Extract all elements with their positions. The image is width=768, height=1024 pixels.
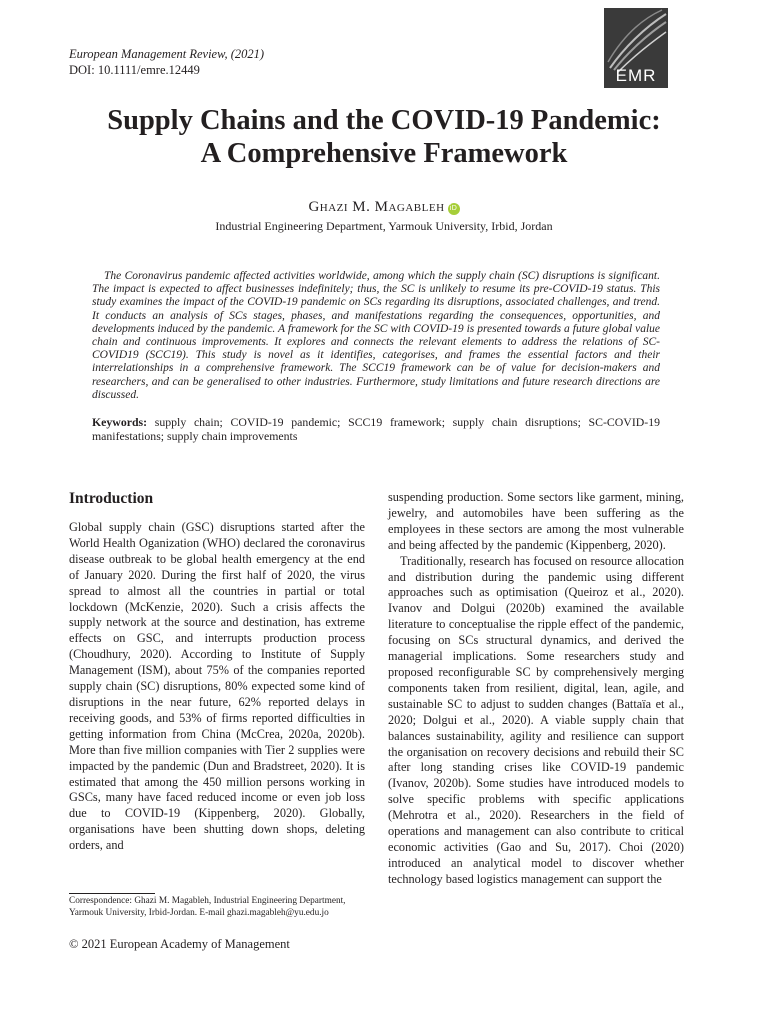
- abstract: The Coronavirus pandemic affected activities worldwide, among which the supply chain (SC) disruptions is significant. The impact is expected to affect businesses indefinitely; thus, the SC is unlikely to resume its pre-COVID-19 status. This study examines the impact of the COVID-19 pandemic on SCs regarding its disruptions, associated challenges, and trend. It conducts an analysis of SCs stages, phases, and manifestations regarding the consequences, opportunities, and developments induced by the pandemic. A framework for the SC with COVID-19 is presented towards a future global value chain and continuous improvements. It explores and connects the relevant elements to address the relations of SC-COVID19 (SCC19). This study is novel as it identifies, categorises, and frames the essential factors and their interrelationships in a comprehensive framework. The SCC19 framework can be of value for decision-makers and researchers, and can be generalised to other industries. Furthermore, study limitations and future research directions are discussed.: [92, 270, 660, 401]
- intro-paragraph-1: Global supply chain (GSC) disruptions started after the World Health Oganization (WHO) declared the coronavirus disease outbreak to be global health emergency at the end of January 2020. During the first half of 2020, the virus spread to almost all the countries in partial or total lockdown (McKenzie, 2020). Such a crisis affects the supply network at the source and destination, has extreme effects on GSC, and interrupts production process (Choudhury, 2020). According to Institute of Supply Management (ISM), about 75% of the companies reported supply chain (SC) disruptions, 80% expected some kind of disruptions in the near future, 62% reported delays in receiving goods, and 53% of firms reported difficulties in getting information from China (McCrea, 2020a, 2020b). More than five million companies with Tier 2 supplies were impacted by the pandemic (Dun and Bradstreet, 2020). It is estimated that among the 450 million persons working in GSCs, many have faced reduced income or even job loss due to COVID-19 (Kippenberg, 2020). Globally, organisations have been shutting down shops, deleting orders, and: [69, 520, 365, 853]
- keywords-text: supply chain; COVID-19 pandemic; SCC19 framework; supply chain disruptions; SC-COVID-19 manifestations; supply chain improvements: [92, 415, 660, 443]
- journal-header: [69, 46, 264, 78]
- journal-name: European Management Review, (2021): [69, 47, 265, 61]
- intro-paragraph-2: suspending production. Some sectors like garment, mining, jewelry, and automobiles have been suffering as the employees in these sectors are among the most vulnerable and being affected by the pandemic (Kippenberg, 2020).: [388, 490, 684, 552]
- copyright-notice: © 2021 European Academy of Management: [69, 937, 290, 951]
- keywords: [92, 415, 660, 443]
- paper-title: [0, 104, 768, 170]
- footnote-divider: [69, 893, 155, 894]
- title-line-2: A Comprehensive Framework: [200, 138, 568, 169]
- intro-paragraph-3: Traditionally, research has focused on resource allocation and distribution during the pandemic using different approaches such as optimisation (Queiroz et al., 2020). Ivanov and Dolgui (2020b) examined the available literature to conceptualise the ripple effect of the pandemic, focusing on SCs structural dynamics, and derived the managerial implications. Some researchers study and proposed reconfigurable SC by comprehensively merging components taken from resilient, digital, lean, agile, and sustainable SC to adjust to sudden changes (Battaïa et al., 2020; Dolgui et al., 2020). A viable supply chain that balances sustainability, agility and resilience can support the organisation on recovery decisions and rebuild their SC after long standing crises like COVID-19 pandemic (Ivanov, 2020b). Some studies have introduced models to solve specific problems with specific applications (Mehrotra et al., 2020). Researchers in the field of operations and management can also contribute to critical economic activities (Gao and Su, 2017). Choi (2020) introduced an analytical model to discover whether technology based logistics management can support the: [388, 553, 684, 886]
- logo-text: EMR: [615, 66, 657, 85]
- orcid-icon[interactable]: iD: [448, 203, 460, 215]
- author-affiliation: Industrial Engineering Department, Yarmouk University, Irbid, Jordan: [215, 219, 553, 233]
- title-line-1: Supply Chains and the COVID-19 Pandemic:: [107, 105, 661, 136]
- correspondence-footnote: Correspondence: Ghazi M. Magableh, Industrial Engineering Department, Yarmouk University, Irbid-Jordan. E-mail ghazi.magableh@yu.edu.jo: [69, 896, 346, 918]
- journal-doi[interactable]: DOI: 10.1111/emre.12449: [69, 63, 200, 77]
- keywords-label: Keywords:: [92, 415, 148, 429]
- journal-logo: [604, 8, 668, 88]
- author-line: [0, 199, 768, 216]
- left-column: [69, 490, 365, 854]
- author-name: Ghazi M. Magableh: [308, 199, 445, 215]
- section-heading-introduction: Introduction: [69, 490, 154, 507]
- right-column: [388, 490, 684, 888]
